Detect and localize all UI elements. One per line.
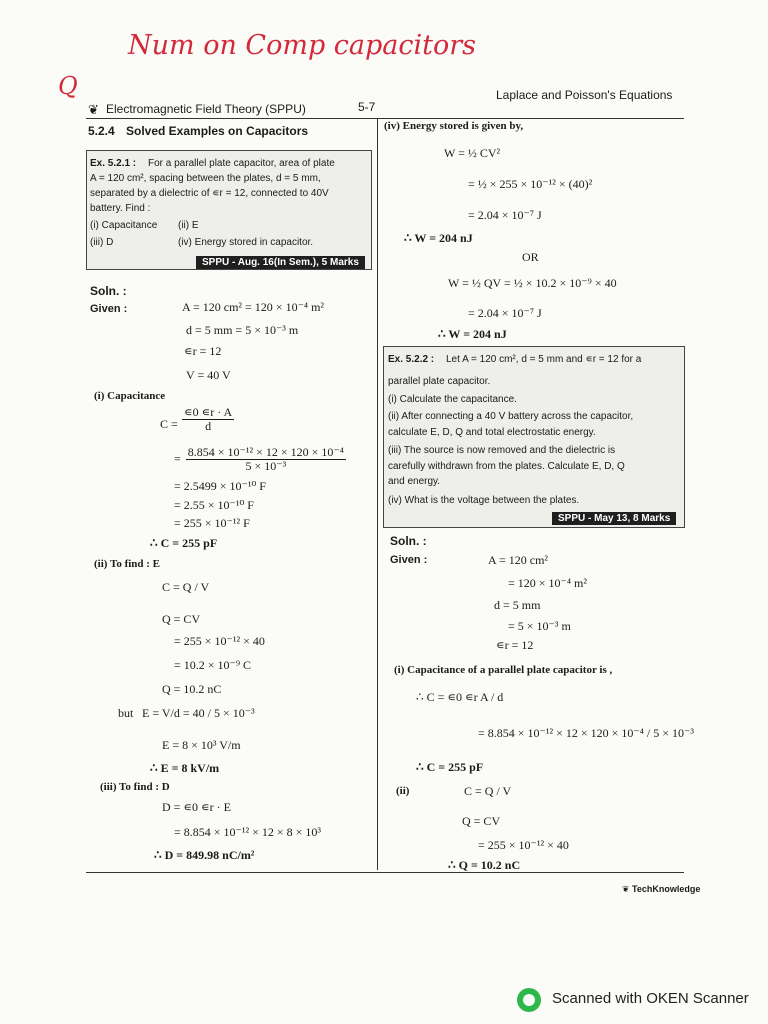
calc-line: E = 8 × 10³ V/m bbox=[162, 738, 241, 752]
calc-line: = ½ × 255 × 10⁻¹² × (40)² bbox=[468, 177, 593, 191]
example-text-line: calculate E, D, Q and total electrostatic energy. bbox=[388, 427, 596, 438]
but-label: but bbox=[118, 706, 134, 720]
step-heading: (i) Capacitance of a parallel plate capacitor is , bbox=[394, 664, 613, 676]
scanner-logo-icon bbox=[517, 988, 541, 1012]
result-line: ∴ C = 255 pF bbox=[150, 536, 218, 550]
calc-line: Q = CV bbox=[462, 814, 501, 828]
fraction-denominator: 5 × 10⁻³ bbox=[245, 459, 287, 473]
solution-label: Soln. : bbox=[390, 534, 427, 548]
fraction: = $\frac{\text{8.854 × 10⁻¹² × 12 × 120 × 10⁻⁴}}{\text{5 × 10⁻³}}$ bbox=[174, 445, 344, 473]
example-text-line: For a parallel plate capacitor, area of plate bbox=[148, 158, 335, 169]
fraction-numerator: 8.854 × 10⁻¹² × 12 × 120 × 10⁻⁴ bbox=[187, 445, 344, 459]
given-spacing-si: = 5 × 10⁻³ m bbox=[508, 619, 571, 633]
example-text-line: (ii) After connecting a 40 V battery across the capacitor, bbox=[388, 411, 634, 422]
calc-line: W = ½ QV = ½ × 10.2 × 10⁻⁹ × 40 bbox=[448, 276, 617, 290]
step-heading: (ii) To find : E bbox=[94, 558, 161, 570]
calc-line: = 2.04 × 10⁻⁷ J bbox=[468, 306, 542, 320]
step-heading: (iv) Energy stored is given by, bbox=[384, 120, 524, 132]
scanner-watermark: Scanned with OKEN Scanner bbox=[552, 990, 749, 1007]
example-label: Ex. 5.2.1 : bbox=[90, 158, 137, 169]
fraction-numerator: ∊0 ∊r · A bbox=[184, 405, 233, 419]
step-heading: (iii) To find : D bbox=[100, 781, 170, 793]
section-title: Solved Examples on Capacitors bbox=[126, 124, 309, 138]
handwritten-title: Num on Comp capacitors bbox=[128, 30, 477, 61]
header-page-number: 5-7 bbox=[358, 100, 376, 114]
calc-line: Q = 10.2 nC bbox=[162, 682, 222, 696]
step-heading: (ii) bbox=[396, 785, 410, 797]
example-text-line: Let A = 120 cm², d = 5 mm and ∊r = 12 for a bbox=[446, 354, 642, 365]
example-item: (i) Capacitance bbox=[90, 220, 158, 231]
calc-line: C = Q / V bbox=[464, 784, 512, 798]
given-area-si: = 120 × 10⁻⁴ m² bbox=[508, 576, 587, 590]
publisher-name: TechKnowledge bbox=[632, 884, 701, 894]
calc-line: E = V/d = 40 / 5 × 10⁻³ bbox=[142, 706, 255, 720]
calc-line: = 255 × 10⁻¹² × 40 bbox=[174, 634, 265, 648]
example-text-line: (i) Calculate the capacitance. bbox=[388, 394, 517, 405]
given-area: A = 120 cm² bbox=[488, 553, 549, 567]
calc-line: = 8.854 × 10⁻¹² × 12 × 8 × 10³ bbox=[174, 825, 321, 839]
given-label: Given : bbox=[390, 554, 428, 566]
example-text-line: parallel plate capacitor. bbox=[388, 376, 491, 387]
calc-line: = 255 × 10⁻¹² F bbox=[174, 516, 250, 530]
example-text-line: separated by a dielectric of ∊r = 12, connected to 40V bbox=[90, 188, 329, 199]
header-chapter-title: Laplace and Poisson's Equations bbox=[496, 88, 673, 102]
calc-line: = 10.2 × 10⁻⁹ C bbox=[174, 658, 252, 672]
solution-label: Soln. : bbox=[90, 284, 127, 298]
exam-tag: SPPU - May 13, 8 Marks bbox=[552, 512, 676, 525]
header-book-title: Electromagnetic Field Theory (SPPU) bbox=[106, 102, 306, 116]
example-item: (iv) Energy stored in capacitor. bbox=[178, 237, 314, 248]
example-text-line: and energy. bbox=[388, 476, 441, 487]
calc-line: = 255 × 10⁻¹² × 40 bbox=[478, 838, 569, 852]
example-text-line: battery. Find : bbox=[90, 203, 151, 214]
calc-line: = 2.55 × 10⁻¹⁰ F bbox=[174, 498, 254, 512]
calc-line: = 2.5499 × 10⁻¹⁰ F bbox=[174, 479, 266, 493]
result-line: ∴ E = 8 kV/m bbox=[150, 761, 220, 775]
result-line: ∴ D = 849.98 nC/m² bbox=[154, 848, 255, 862]
example-text-line: carefully withdrawn from the plates. Calculate E, D, Q bbox=[388, 461, 625, 472]
header-rule bbox=[86, 118, 684, 119]
example-text-line: A = 120 cm², spacing between the plates, d = 5 mm, bbox=[90, 173, 321, 184]
fraction bbox=[180, 406, 236, 433]
result-line: ∴ C = 255 pF bbox=[416, 760, 484, 774]
book-logo-icon: ❦ bbox=[88, 102, 99, 117]
or-label: OR bbox=[522, 250, 539, 264]
calc-line: W = ½ CV² bbox=[444, 146, 501, 160]
calc-line: = 8.854 × 10⁻¹² × 12 × 120 × 10⁻⁴ / 5 × 10⁻³ bbox=[478, 726, 694, 740]
calc-line: = 2.04 × 10⁻⁷ J bbox=[468, 208, 542, 222]
exam-tag: SPPU - Aug. 16(In Sem.), 5 Marks bbox=[196, 256, 365, 269]
formula-lhs: C = bbox=[160, 417, 178, 431]
calc-line: C = Q / V bbox=[162, 580, 210, 594]
given-spacing: d = 5 mm = 5 × 10⁻³ m bbox=[186, 323, 299, 337]
handwritten-question-mark: Q bbox=[58, 72, 78, 100]
given-permittivity: ∊r = 12 bbox=[496, 638, 534, 652]
given-label: Given : bbox=[90, 303, 128, 315]
given-permittivity: ∊r = 12 bbox=[184, 344, 222, 358]
example-text-line: (iv) What is the voltage between the plates. bbox=[388, 495, 580, 506]
example-label: Ex. 5.2.2 : bbox=[388, 354, 435, 365]
calc-line: Q = CV bbox=[162, 612, 201, 626]
step-heading: (i) Capacitance bbox=[94, 390, 166, 402]
calc-line: D = ∊0 ∊r · E bbox=[162, 800, 231, 814]
result-line: ∴ Q = 10.2 nC bbox=[448, 858, 521, 872]
column-divider bbox=[377, 118, 378, 870]
result-line: ∴ W = 204 nJ bbox=[438, 327, 507, 341]
example-item: (ii) E bbox=[178, 220, 199, 231]
footer-rule bbox=[86, 872, 684, 873]
given-voltage: V = 40 V bbox=[186, 368, 231, 382]
example-text-line: (iii) The source is now removed and the dielectric is bbox=[388, 445, 616, 456]
fraction-denominator: d bbox=[205, 419, 212, 433]
example-item: (iii) D bbox=[90, 237, 114, 248]
given-spacing: d = 5 mm bbox=[494, 598, 541, 612]
publisher-logo: ❦ TechKnowledge bbox=[622, 884, 701, 894]
result-line: ∴ W = 204 nJ bbox=[404, 231, 473, 245]
section-number: 5.2.4 bbox=[88, 124, 115, 138]
given-area: A = 120 cm² = 120 × 10⁻⁴ m² bbox=[182, 300, 325, 314]
calc-line: ∴ C = ∊0 ∊r A / d bbox=[416, 690, 504, 704]
